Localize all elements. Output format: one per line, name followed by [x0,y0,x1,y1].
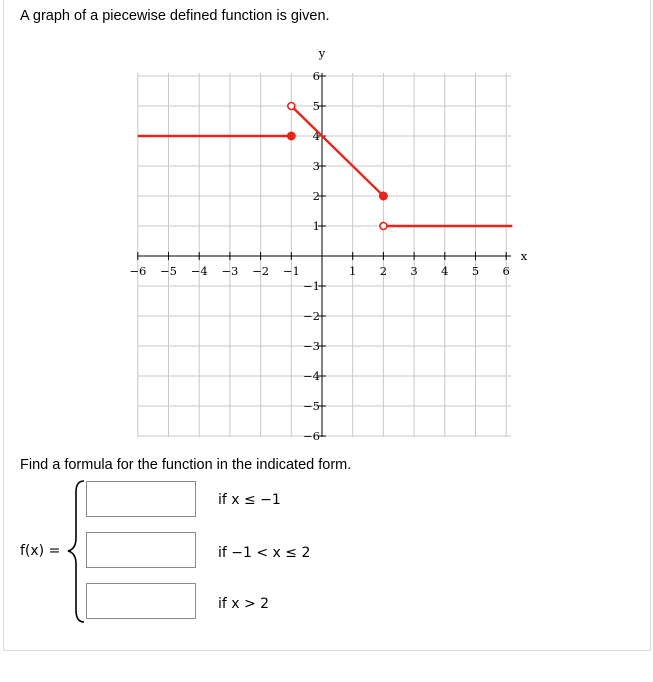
left-brace [0,0,90,682]
y-tick-label: 5 [312,99,320,113]
y-tick-label: 3 [312,159,320,173]
grid-lines [138,73,511,437]
segment-2-start-open-point [288,103,295,110]
y-tick-label: 2 [312,189,320,203]
x-tick-label: 4 [441,264,449,278]
question-intro: A graph of a piecewise defined function is given. [20,8,330,24]
y-tick-label: 6 [312,69,320,83]
y-tick-label: −3 [303,339,320,353]
x-tick-label: 3 [410,264,418,278]
segment-2 [291,106,383,196]
x-tick-label: 2 [379,264,388,278]
function-label: f(x) = [20,543,61,559]
y-tick-label: −6 [303,429,320,443]
x-tick-label: 1 [349,264,357,278]
y-tick-label: 1 [312,219,320,233]
y-tick-label: −4 [303,369,320,383]
x-tick-label: 6 [502,264,510,278]
segment-2-end-closed-point [379,192,387,200]
question-prompt: Find a formula for the function in the indicated form. [20,457,352,473]
x-tick-label: −2 [252,264,270,278]
y-tick-label: 4 [312,129,320,143]
y-axis-label: y [318,46,326,60]
x-tick-label: −6 [129,264,147,278]
piece-2-input[interactable] [86,532,196,568]
x-tick-label: 5 [471,264,480,278]
x-axis-label: x [520,249,528,263]
x-tick-label: −5 [160,264,177,278]
axes [138,73,511,437]
piece-1-input[interactable] [86,481,196,517]
segment-3-start-open-point [380,223,387,230]
piece-3-input[interactable] [86,583,196,619]
piece-1-condition: if x ≤ −1 [218,492,281,508]
y-tick-label: −2 [303,309,320,323]
piece-2-condition: if −1 < x ≤ 2 [218,545,311,561]
y-tick-label: −1 [303,279,320,293]
x-tick-label: −3 [221,264,239,278]
x-tick-label: −4 [190,264,208,278]
segment-1-end-closed-point [287,132,295,140]
x-tick-label: −1 [282,264,300,278]
y-tick-label: −5 [303,399,320,413]
piece-3-condition: if x > 2 [218,596,270,612]
